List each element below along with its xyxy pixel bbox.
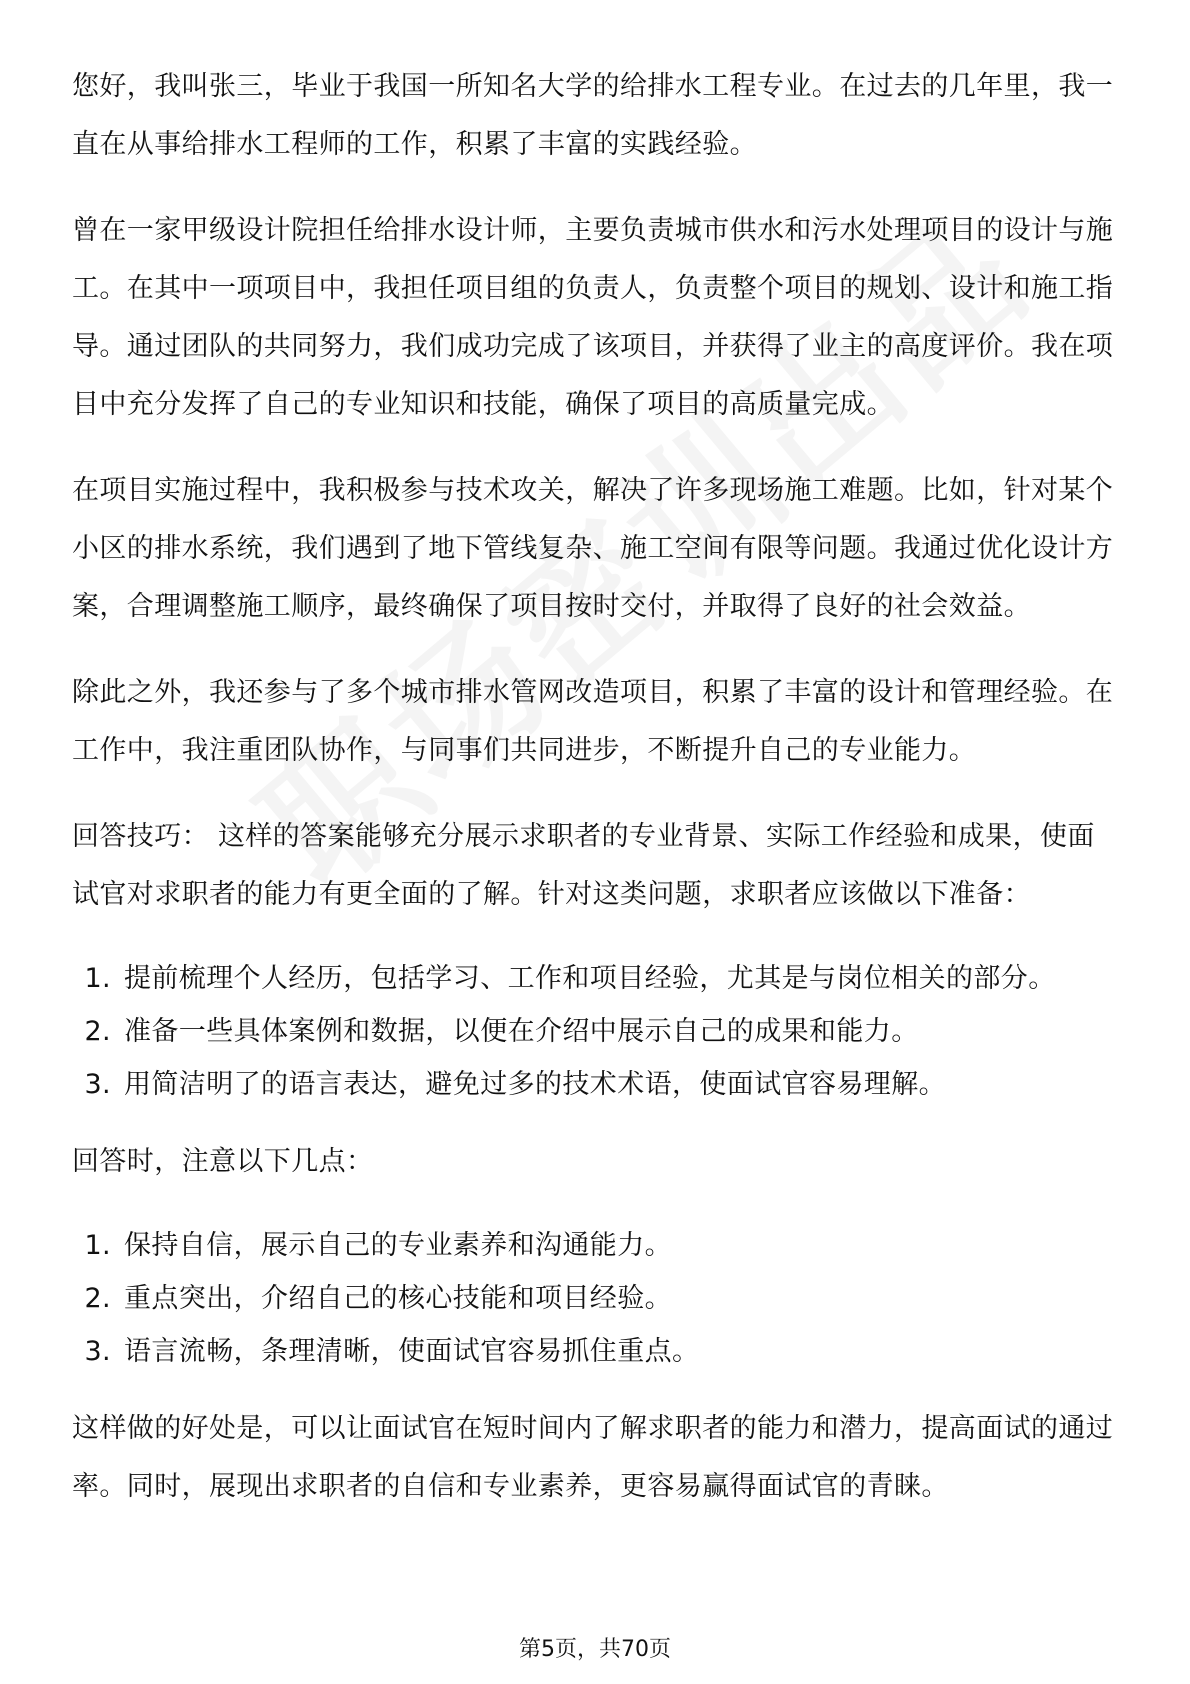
list-item: 3. 用简洁明了的语言表达，避免过多的技术术语，使面试官容易理解。 — [120, 1058, 1122, 1111]
problem-solving-paragraph: 在项目实施过程中，我积极参与技术攻关，解决了许多现场施工难题。比如，针对某个小区的排水系统，我们遇到了地下管线复杂、施工空间有限等问题。我通过优化设计方案，合理调整施工顺序，最终确保了项目按时交付，并取得了良好的社会效益。 — [72, 475, 1114, 622]
document-body — [72, 58, 1122, 1544]
list-item: 2. 重点突出，介绍自己的核心技能和项目经验。 — [120, 1272, 1122, 1325]
conclusion-paragraph: 这样做的好处是，可以让面试官在短时间内了解求职者的能力和潜力，提高面试的通过率。同时，展现出求职者的自信和专业素养，更容易赢得面试官的青睐。 — [72, 1413, 1114, 1502]
notes-intro: 回答时，注意以下几点： — [72, 1146, 374, 1177]
answer-tips-paragraph: 回答技巧： 这样的答案能够充分展示求职者的专业背景、实际工作经验和成果，使面试官对求职者的能力有更全面的了解。针对这类问题，求职者应该做以下准备： — [72, 821, 1095, 910]
experience-paragraph: 曾在一家甲级设计院担任给排水设计师，主要负责城市供水和污水处理项目的设计与施工。在其中一项项目中，我担任项目组的负责人，负责整个项目的规划、设计和施工指导。通过团队的共同努力，我们成功完成了该项目，并获得了业主的高度评价。我在项目中充分发挥了自己的专业知识和技能，确保了项目的高质量完成。 — [72, 215, 1114, 420]
additional-experience-paragraph: 除此之外，我还参与了多个城市排水管网改造项目，积累了丰富的设计和管理经验。在工作中，我注重团队协作，与同事们共同进步，不断提升自己的专业能力。 — [72, 677, 1114, 766]
list-item: 1. 提前梳理个人经历，包括学习、工作和项目经验，尤其是与岗位相关的部分。 — [120, 952, 1122, 1005]
notes-list — [72, 1219, 1122, 1378]
intro-paragraph: 您好，我叫张三，毕业于我国一所知名大学的给排水工程专业。在过去的几年里，我一直在从事给排水工程师的工作，积累了丰富的实践经验。 — [72, 71, 1114, 160]
list-item: 1. 保持自信，展示自己的专业素养和沟通能力。 — [120, 1219, 1122, 1272]
preparation-list — [72, 952, 1122, 1111]
list-item: 3. 语言流畅，条理清晰，使面试官容易抓住重点。 — [120, 1325, 1122, 1378]
page-number: 第5页，共70页 — [519, 1637, 671, 1662]
list-item: 2. 准备一些具体案例和数据，以便在介绍中展示自己的成果和能力。 — [120, 1005, 1122, 1058]
